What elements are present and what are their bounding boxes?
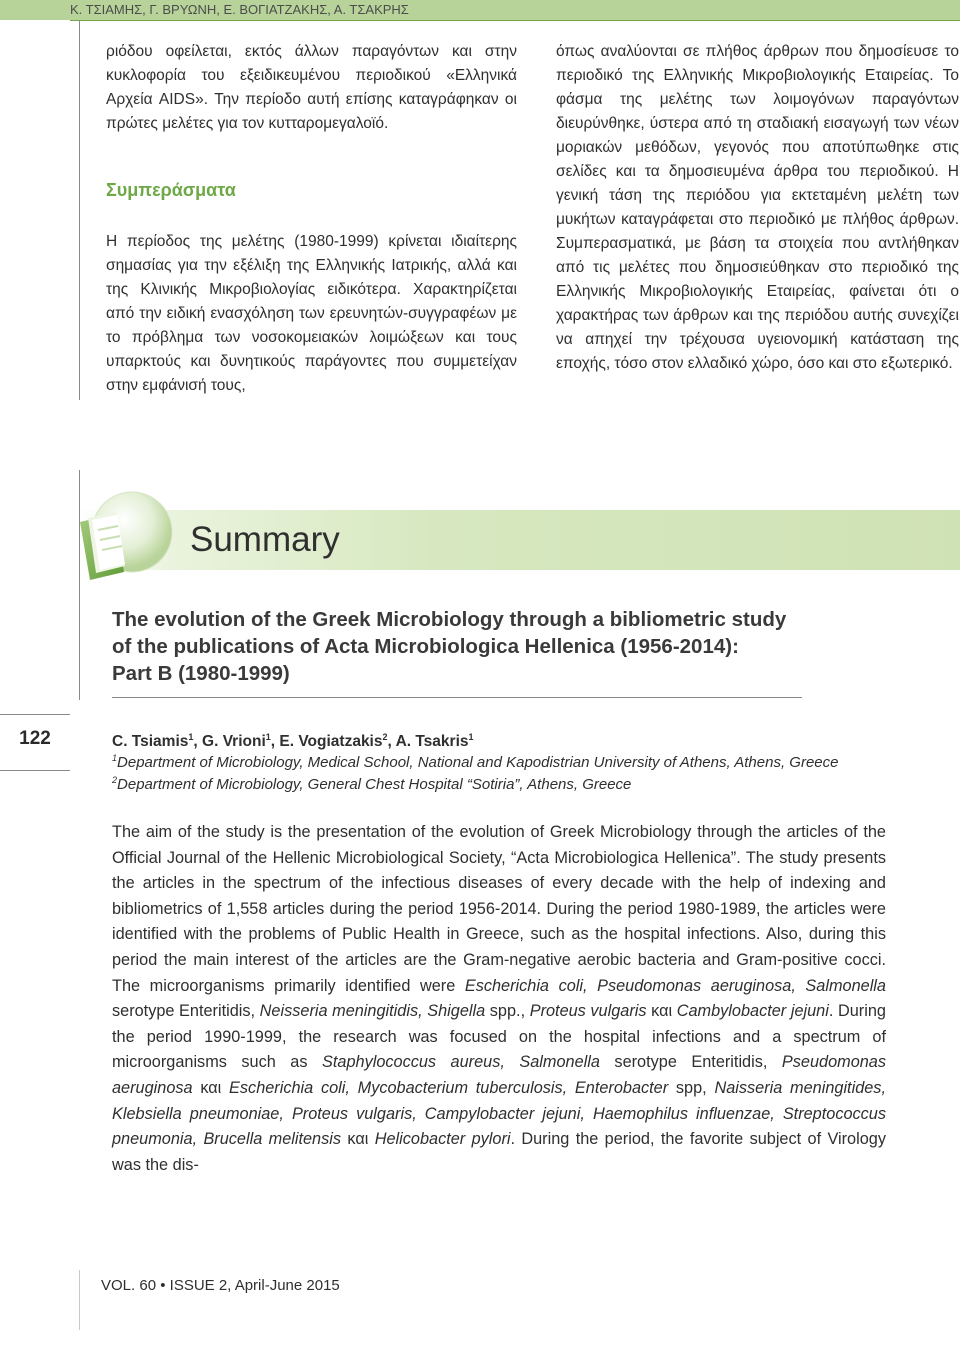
- summary-heading: Summary: [190, 520, 340, 559]
- abstract-run: και: [646, 1002, 677, 1021]
- abstract-italic-run: Naisseria meningitides, Klebsiella pneumoniae, Proteus vulgaris, Campylobacter jejuni, Haemophilus influenzae, Streptococcus pneumonia, Brucella melitensis: [112, 1078, 886, 1149]
- affiliation-1: [112, 753, 839, 771]
- affiliation-mark: 1: [112, 753, 118, 763]
- abstract-italic-run: Staphylococcus aureus, Salmonella: [322, 1053, 600, 1072]
- abstract-italic-run: Neisseria meningitidis, Shigella: [259, 1002, 486, 1021]
- affiliation-text: Department of Microbiology, Medical School, National and Kapodistrian University of Athens, Athens, Greece: [117, 754, 839, 771]
- abstract-run: και: [341, 1130, 375, 1149]
- author-affiliation-mark: 2: [382, 732, 388, 742]
- article-title: [112, 606, 912, 687]
- author-affiliation-mark: 1: [188, 732, 194, 742]
- abstract-run: και: [192, 1078, 230, 1097]
- author-affiliation-mark: 1: [265, 732, 271, 742]
- abstract-run: . During the period, the favorite subject of Virology was the dis-: [112, 1130, 886, 1174]
- greek-intro-paragraph: ριόδου οφείλεται, εκτός άλλων παραγόντων και στην κυκλοφορία του εξειδικευμένου περιοδικού «Ελληνικά Αρχεία AIDS». Την περίοδο αυτή επίσης καταγράφηκαν οι πρώτες μελέτες για τον κυτταρομεγαλοϊό.: [106, 43, 517, 132]
- abstract-italic-run: Pseudomonas aeruginosa: [112, 1053, 886, 1097]
- abstract-italic-run: Escherichia coli, Mycobacterium tuberculosis, Enterobacter: [229, 1078, 669, 1097]
- author-affiliation-mark: 1: [468, 732, 474, 742]
- margin-rule-lower: [79, 470, 80, 700]
- page-number: 122: [19, 728, 51, 749]
- conclusions-heading: Συμπεράσματα: [106, 180, 236, 200]
- abstract-run: spp,: [668, 1078, 715, 1097]
- running-head: Κ. ΤΣΙΑΜΗΣ, Γ. ΒΡΥΩΝΗ, Ε. ΒΟΓΙΑΤΖΑΚΗΣ, Α. ΤΣΑΚΡΗΣ: [70, 2, 409, 17]
- abstract-run: The aim of the study is the presentation of the evolution of Greek Microbiology through the articles of the Official Journal of the Hellenic Microbiological Society, “Acta Microbiologica Hellenica”. The study presents the articles in the spectrum of the infectious diseases of every decade with the help of indexing and bibliometrics of 1,558 articles during the period 1956-2014. During the period 1980-1989, the articles were identified with the problems of Public Health in Greece, such as the hospital infections. Also, during this period the main interest of the articles are the Gram-negative aerobic bacteria and Gram-positive cocci. The microorganisms primarily identified were: [112, 823, 886, 995]
- abstract-paragraph: [112, 820, 886, 1178]
- journal-footer: [101, 1277, 340, 1294]
- abstract-run: . During the period 1990-1999, the research was focused on the hospital infections and a spectrum of microorganisms such as: [112, 1002, 886, 1072]
- affiliation-2: [112, 775, 631, 793]
- article-title-line: Part B (1980-1999): [112, 662, 290, 685]
- footer-issue: ISSUE 2, April-June 2015: [169, 1277, 340, 1294]
- header-rule: [70, 20, 960, 21]
- article-title-line: of the publications of Acta Microbiologica Hellenica (1956-2014):: [112, 635, 739, 658]
- abstract-italic-run: Helicobacter pylori: [374, 1130, 511, 1149]
- author-name: C. Tsiamis: [112, 733, 189, 751]
- book-sphere-logo: [62, 484, 182, 594]
- greek-right-column: [556, 40, 959, 376]
- greek-left-intro: [106, 40, 517, 136]
- footer-volume: VOL. 60: [101, 1277, 157, 1294]
- page-number-rule: [0, 770, 70, 771]
- title-rule: [112, 697, 802, 698]
- affiliation-mark: 2: [112, 775, 118, 785]
- author-name: G. Vrioni: [202, 733, 266, 751]
- author-list: C. Tsiamis$^1$, G. Vrioni$^1$, E. Vogiatzakis$^2$, A. Tsakris$^1$: [112, 732, 474, 751]
- author-name: A. Tsakris: [395, 733, 469, 751]
- footer-bullet: •: [160, 1277, 166, 1294]
- abstract-italic-run: Proteus vulgaris: [529, 1002, 647, 1021]
- abstract-italic-run: Escherichia coli, Pseudomonas aeruginosa, Salmonella: [464, 976, 886, 995]
- article-title-line: The evolution of the Greek Microbiology through a bibliometric study: [112, 608, 787, 631]
- author-name: E. Vogiatzakis: [279, 733, 383, 751]
- greek-conclusions-paragraph: Η περίοδος της μελέτης (1980-1999) κρίνεται ιδιαίτερης σημασίας για την εξέλιξη της Ελληνικής Ιατρικής, αλλά και της Κλινικής Μικροβιολογίας ειδικότερα. Χαρακτηρίζεται από την ειδική ενασχόληση των ερευνητών-συγγραφέων με το πρόβλημα των νοσοκομειακών λοιμώξεων και τους υπαρκτούς και δυνητικούς παράγοντες που συμμετείχαν στην εμφάνισή τους,: [106, 233, 517, 394]
- abstract-run: spp.,: [485, 1002, 530, 1021]
- page-number-rule: [0, 714, 70, 715]
- affiliation-text: Department of Microbiology, General Chest Hospital “Sotiria”, Athens, Greece: [117, 776, 632, 793]
- greek-left-conclusions: [106, 230, 517, 398]
- abstract: [112, 820, 886, 1178]
- greek-right-paragraph: όπως αναλύονται σε πλήθος άρθρων που δημοσίευσε το περιοδικό της Ελληνικής Μικροβιολογικής Εταιρείας. Το φάσμα της μελέτης των λοιμογόνων παραγόντων διευρύνθηκε, ύστερα από τη σταδιακή εισαγωγή των νέων μοριακών μεθόδων, γεγονός που αποτύπωθηκε στις σελίδες και τα δημοσιευμένα άρθρα του περιοδικού. Η γενική τάση της περιόδου για εκτεταμένη μελέτη των μυκήτων καταγράφεται στο περιοδικό με πλήθος άρθρων. Συμπερασματικά, με βάση τα στοιχεία που αντλήθηκαν από τις μελέτες που δημοσιεύθηκαν στο περιοδικό της Ελληνικής Μικροβιολογικής Εταιρείας, φαίνεται ότι ο χαρακτήρας των άρθρων και της περιόδου αυτής συνεχίζει να απηχεί την τρέχουσα υγειονομική κατάσταση της εποχής, τόσο στον ελλαδικό χώρο, όσο και στο εξωτερικό.: [556, 43, 959, 372]
- footer-rule: [79, 1270, 80, 1330]
- abstract-run: serotype Enteritidis,: [112, 1002, 260, 1021]
- abstract-italic-run: Cambylobacter jejuni: [676, 1002, 829, 1021]
- margin-rule: [79, 20, 80, 400]
- abstract-run: serotype Enteritidis,: [599, 1053, 782, 1072]
